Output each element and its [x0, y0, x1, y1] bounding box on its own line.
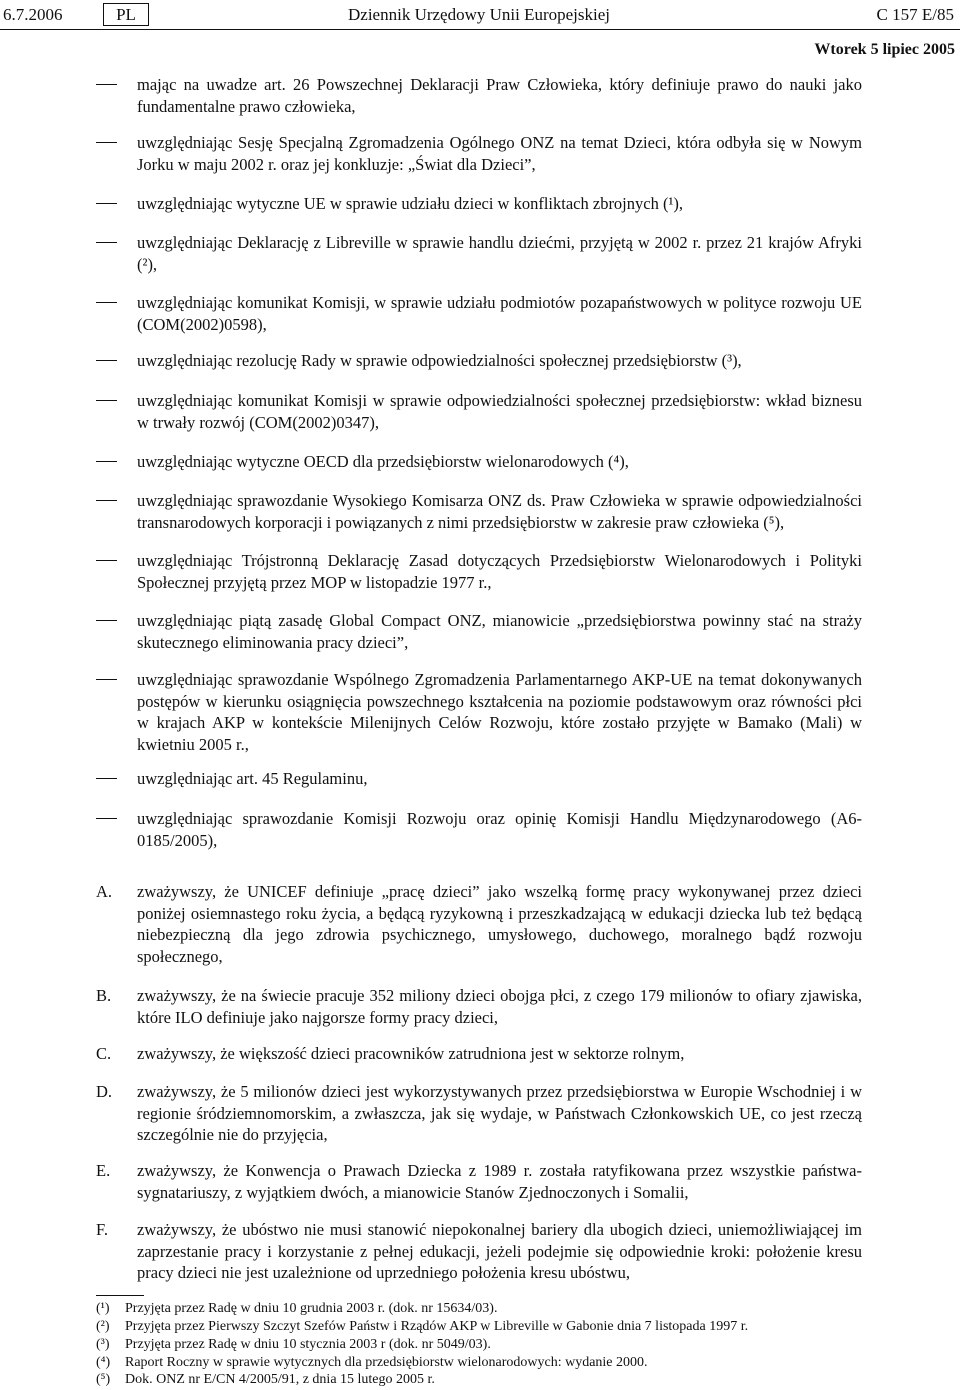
recital-letter: A.	[96, 882, 113, 901]
citation-text: uwzględniając piątą zasadę Global Compact ONZ, mianowicie „przedsiębiorstwa powinny stać na straży skutecznego eliminowania pracy dzieci”,	[137, 611, 862, 652]
citation-text: uwzględniając sprawozdanie Wysokiego Komisarza ONZ ds. Praw Człowieka w sprawie odpowiedzialności transnarodowych korporacji i powiązanych z nimi przedsiębiorstw w zakresie praw człowieka (⁵),	[137, 491, 862, 532]
footnote-number: (²)	[96, 1319, 110, 1334]
citation-text: uwzględniając Deklarację z Libreville w sprawie handlu dziećmi, przyjętą w 2002 r. przez 21 krajów Afryki (²),	[137, 233, 862, 274]
citation-text: uwzględniając rezolucję Rady w sprawie odpowiedzialności społecznej przedsiębiorstw (³),	[137, 351, 742, 370]
footnote-text: Przyjęta przez Pierwszy Szczyt Szefów Państw i Rządów AKP w Libreville w Gabonie dnia 7 listopada 1997 r.	[125, 1319, 749, 1334]
recital-letter: B.	[96, 986, 112, 1005]
footnote-number: (⁵)	[96, 1372, 111, 1387]
footnote-number: (⁴)	[96, 1355, 111, 1370]
citation-text: uwzględniając art. 45 Regulaminu,	[137, 769, 368, 788]
citation-text: uwzględniając Trójstronną Deklarację Zasad dotyczących Przedsiębiorstw Wielonarodowych i Polityki Społecznej przyjętą przez MOP w listopadzie 1977 r.,	[137, 551, 862, 592]
citation-text: uwzględniając komunikat Komisji, w sprawie udziału podmiotów pozapaństwowych w polityce rozwoju UE (COM(2002)0598),	[137, 293, 862, 334]
dash-marker	[96, 400, 117, 401]
recital-letter: C.	[96, 1044, 112, 1063]
publication-date: 6.7.2006	[3, 5, 63, 24]
footnote-separator	[96, 1295, 144, 1296]
citation-text: uwzględniając Sesję Specjalną Zgromadzenia Ogólnego ONZ na temat Dzieci, która odbyła się w Nowym Jorku w maju 2002 r. oraz jej konkluzje: „Świat dla Dzieci”,	[137, 133, 862, 174]
dash-marker	[96, 203, 117, 204]
recital-letter: F.	[96, 1220, 108, 1239]
recital-letter: D.	[96, 1082, 113, 1101]
dash-marker	[96, 679, 117, 680]
recital-letter: E.	[96, 1161, 111, 1180]
dash-marker	[96, 302, 117, 303]
citation-text: uwzględniając wytyczne UE w sprawie udziału dzieci w konfliktach zbrojnych (¹),	[137, 194, 684, 213]
dash-marker	[96, 242, 117, 243]
footnote-number: (³)	[96, 1337, 110, 1352]
footnote	[96, 1372, 435, 1388]
footnote	[96, 1355, 648, 1371]
dash-marker	[96, 620, 117, 621]
recital-text: zważywszy, że UNICEF definiuje „pracę dzieci” jako wszelką formę pracy wykonywanej przez dzieci poniżej osiemnastego roku życia, a będącą ryzykowną i przeszkadzającą w edukacji dziecka lub też będącą niebezpieczną dla jego zdrowia psychicznego, umysłowego, duchowego, moralnego bądź rozwoju społecznego,	[137, 882, 862, 966]
footnote	[96, 1337, 491, 1353]
footnote-text: Przyjęta przez Radę w dniu 10 stycznia 2003 r (dok. nr 5049/03).	[125, 1337, 491, 1352]
recital-text: zważywszy, że na świecie pracuje 352 miliony dzieci obojga płci, z czego 179 milionów to ofiary zjawiska, które ILO definiuje jako najgorsze formy pracy dzieci,	[137, 986, 862, 1027]
recital-text: zważywszy, że 5 milionów dzieci jest wykorzystywanych przez przedsiębiorstwa w Europie Wschodniej i w regionie śródziemnomorskim, a zwłaszcza, jak się wydaje, w Państwach Członkowskich UE, co jest rzeczą szczególnie nie do przyjęcia,	[137, 1082, 862, 1144]
dash-marker	[96, 560, 117, 561]
footnote-number: (¹)	[96, 1301, 110, 1316]
page-header	[0, 0, 960, 30]
header-rule	[0, 29, 960, 30]
footnote-text: Dok. ONZ nr E/CN 4/2005/91, z dnia 15 lutego 2005 r.	[125, 1372, 435, 1387]
citation-text: uwzględniając wytyczne OECD dla przedsiębiorstw wielonarodowych (⁴),	[137, 452, 629, 471]
dash-marker	[96, 84, 117, 85]
dash-marker	[96, 500, 117, 501]
dash-marker	[96, 818, 117, 819]
page-reference: C 157 E/85	[876, 5, 954, 24]
footnote	[96, 1319, 748, 1335]
dash-marker	[96, 360, 117, 361]
dash-marker	[96, 142, 117, 143]
recital-text: zważywszy, że większość dzieci pracowników zatrudniona jest w sektorze rolnym,	[137, 1044, 685, 1063]
dash-marker	[96, 778, 117, 779]
language-code: PL	[103, 3, 149, 26]
footnote-text: Przyjęta przez Radę w dniu 10 grudnia 2003 r. (dok. nr 15634/03).	[125, 1301, 498, 1316]
footnote-text: Raport Roczny w sprawie wytycznych dla przedsiębiorstw wielonarodowych: wydanie 2000.	[125, 1355, 648, 1370]
citation-text: uwzględniając komunikat Komisji w sprawie odpowiedzialności społecznej przedsiębiorstw: wkład biznesu w trwały rozwój (COM(2002)0347),	[137, 391, 862, 432]
recital-text: zważywszy, że ubóstwo nie musi stanowić niepokonalnej bariery dla ubogich dzieci, uniemożliwiającej im zaprzestanie pracy i korzystanie z pełnej edukacji, jeżeli podejmie się odpowiednie kroki: położenie kresu pracy dzieci nie jest uzależnione od uprzedniego położenia kresu ubóstwu,	[137, 1220, 862, 1282]
citation-text: uwzględniając sprawozdanie Wspólnego Zgromadzenia Parlamentarnego AKP-UE na temat dokonywanych postępów w kierunku osiągnięcia powszechnego kształcenia na poziomie podstawowym oraz równości płci w krajach AKP w kontekście Milenijnych Celów Rozwoju, które zostało przyjęte w Bamako (Mali) w kwietniu 2005 r.,	[137, 670, 862, 754]
citation-text: mając na uwadze art. 26 Powszechnej Deklaracji Praw Człowieka, który definiuje prawo do nauki jako fundamentalne prawo człowieka,	[137, 75, 862, 116]
sitting-date: Wtorek 5 lipiec 2005	[814, 41, 955, 58]
journal-title: Dziennik Urzędowy Unii Europejskiej	[348, 5, 611, 24]
citation-text: uwzględniając sprawozdanie Komisji Rozwoju oraz opinię Komisji Handlu Międzynarodowego (A6-0185/2005),	[137, 809, 862, 850]
recital-text: zważywszy, że Konwencja o Prawach Dziecka z 1989 r. została ratyfikowana przez wszystkie państwa-sygnatariuszy, z wyjątkiem dwóch, a mianowicie Stanów Zjednoczonych i Somalii,	[137, 1161, 862, 1202]
footnote	[96, 1301, 497, 1317]
dash-marker	[96, 461, 117, 462]
